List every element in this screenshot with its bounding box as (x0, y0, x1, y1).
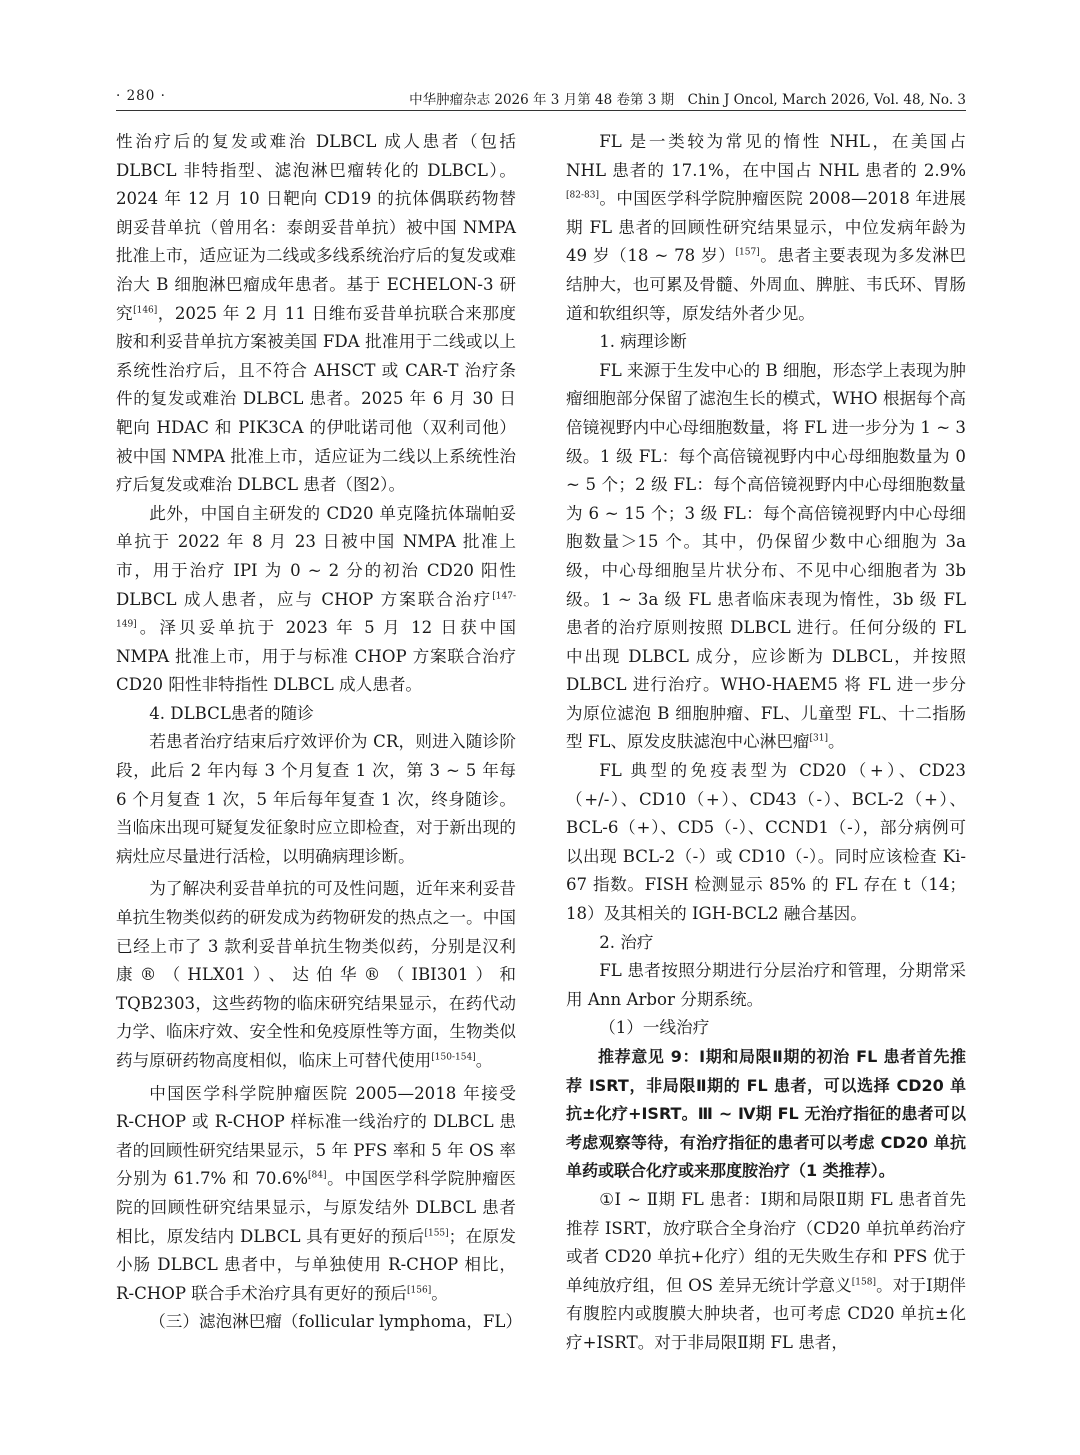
left-column (116, 128, 523, 1337)
citation-ref: [157] (735, 247, 760, 258)
paragraph: ①Ⅰ ~ Ⅱ期 FL 患者：Ⅰ期和局限Ⅱ期 FL 患者首先推荐 ISRT，放疗联合全身治疗（CD20 单抗单药治疗或者 CD20 单抗+化疗）组的无失败生存和 PFS 优于单纯放疗组，但 OS 差异无统计学意义[158]。对于Ⅰ期伴有腹腔内或腹膜大肿块者，也可考虑 CD20 单抗±化疗+ISRT。对于非局限Ⅱ期 FL 患者， (566, 1189, 966, 1352)
paragraph: 性治疗后的复发或难治 DLBCL 成人患者（包括 DLBCL 非特指型、滤泡淋巴瘤转化的 DLBCL）。2024 年 12 月 10 日靶向 CD19 的抗体偶联药物替朗妥昔单抗（曾用名：泰朗妥昔单抗）被中国 NMPA 批准上市，适应证为二线或多线系统治疗后的复发或难治大 B 细胞淋巴瘤成年患者。基于 ECHELON-3 研究[146]，2025 年 2 月 11 日维布妥昔单抗联合来那度胺和利妥昔单抗方案被美国 FDA 批准用于二线或以上系统性治疗后，且不符合 AHSCT 或 CAR-T 治疗条件的复发或难治 DLBCL 患者。2025 年 6 月 30 日靶向 HDAC 和 PIK3CA 的伊吡诺司他（双利司他）被中国 NMPA 批准上市，适应证为二线以上系统性治疗后复发或难治 DLBCL 患者（图2）。 (116, 132, 517, 495)
page-number: · 280 · (116, 88, 166, 104)
running-header (116, 84, 966, 111)
paragraph: 此外，中国自主研发的 CD20 单克隆抗体瑞帕妥单抗于 2022 年 8 月 23 日被中国 NMPA 批准上市，用于治疗 IPI 为 0 ~ 2 分的初治 CD20 阳性 DLBCL 成人患者，应与 CHOP 方案联合治疗[147-149]。泽贝妥单抗于 2023 年 5 月 12 日获中国 NMPA 批准上市，用于与标准 CHOP 方案联合治疗 CD20 阳性非特指性 DLBCL 成人患者。 (116, 503, 516, 695)
citation-ref: [158] (851, 1277, 876, 1288)
citation-ref: [31] (809, 733, 829, 744)
journal-citation: 中华肿瘤杂志 2026 年 3 月第 48 卷第 3 期 Chin J Oncol, March 2026, Vol. 48, No. 3 (409, 92, 966, 108)
paragraph: FL 来源于生发中心的 B 细胞，形态学上表现为肿瘤细胞部分保留了滤泡生长的模式，WHO 根据每个高倍镜视野内中心母细胞数量，将 FL 进一步分为 1 ~ 3 级。1 级 FL：每个高倍镜视野内中心母细胞数量为 0 ~ 5 个；2 级 FL：每个高倍镜视野内中心母细胞数量为 6 ~ 15 个；3 级 FL：每个高倍镜视野内中心母细胞数量＞15 个。其中，仍保留少数中心细胞为 3a 级，中心母细胞呈片状分布、不见中心细胞者为 3b 级。1 ~ 3a 级 FL 患者临床表现为惰性，3b 级 FL 患者的治疗原则按照 DLBCL 进行。任何分级的 FL 中出现 DLBCL 成分，应诊断为 DLBCL，并按照 DLBCL 进行治疗。WHO-HAEM5 将 FL 进一步分为原位滤泡 B 细胞肿瘤、FL、儿童型 FL、十二指肠型 FL、原发皮肤滤泡中心淋巴瘤[31]。 (566, 360, 966, 752)
citation-ref: [147-149] (116, 590, 516, 630)
section-heading: （三）滤泡淋巴瘤（follicular lymphoma，FL） (149, 1312, 523, 1332)
paragraph: FL 典型的免疫表型为 CD20（+）、CD23（+/-）、CD10（+）、CD43（-）、BCL-2（+）、BCL-6（+）、CD5（-）、CCND1（-），部分病例可以出现 BCL-2（-）或 CD10（-）。同时应该检查 Ki-67 指数。FISH 检测显示 85% 的 FL 存在 t（14；18）及其相关的 IGH-BCL2 融合基因。 (566, 761, 966, 924)
paragraph: 若患者治疗结束后疗效评价为 CR，则进入随诊阶段，此后 2 年内每 3 个月复查 1 次，第 3 ~ 5 年每 6 个月复查 1 次，5 年后每年复查 1 次，终身随诊。当临床出现可疑复发征象时应立即检查，对于新出现的病灶应尽量进行活检，以明确病理诊断。 (116, 732, 516, 866)
citation-ref: [150-154] (431, 1052, 476, 1063)
citation-ref: [146] (133, 305, 158, 316)
section-heading: 2. 治疗 (599, 932, 654, 952)
section-heading: （1）一线治疗 (599, 1018, 710, 1038)
right-column (566, 128, 966, 1358)
citation-ref: [84] (308, 1170, 327, 1181)
paragraph: 中国医学科学院肿瘤医院 2005—2018 年接受 R-CHOP 或 R-CHOP 样标准一线治疗的 DLBCL 患者的回顾性研究结果显示，5 年 PFS 率和 5 年 OS 率分别为 61.7% 和 70.6%[84]。中国医学科学院肿瘤医院的回顾性研究结果显示，与原发结外 DLBCL 患者相比，原发结内 DLBCL 具有更好的预后[155]；在原发小肠 DLBCL 患者中，与单独使用 R-CHOP 相比，R-CHOP 联合手术治疗具有更好的预后[156]。 (116, 1083, 516, 1303)
section-heading: 1. 病理诊断 (599, 332, 687, 352)
paragraph: FL 患者按照分期进行分层治疗和管理，分期常采用 Ann Arbor 分期系统。 (566, 961, 966, 1009)
recommendation-box: 推荐意见 9：Ⅰ期和局限Ⅱ期的初治 FL 患者首先推荐 ISRT，非局限Ⅱ期的 FL 患者，可以选择 CD20 单抗±化疗+ISRT。Ⅲ ~ Ⅳ期 FL 无治疗指征的患者可以考虑观察等待，有治疗指征的患者可以考虑 CD20 单抗单药或联合化疗或来那度胺治疗（1 类推荐）。 (566, 1047, 966, 1181)
citation-ref: [156] (407, 1285, 432, 1296)
section-heading: 4. DLBCL患者的随诊 (149, 703, 314, 723)
paragraph: 为了解决利妥昔单抗的可及性问题，近年来利妥昔单抗生物类似药的研发成为药物研发的热点之一。中国已经上市了 3 款利妥昔单抗生物类似药，分别是汉利康®（HLX01）、达伯华®（IBI301）和 TQB2303，这些药物的临床研究结果显示，在药代动力学、临床疗效、安全性和免疫原性等方面，生物类似药与原研药物高度相似，临床上可替代使用[150-154]。 (116, 879, 516, 1070)
paragraph: FL 是一类较为常见的惰性 NHL，在美国占 NHL 患者的 17.1%，在中国占 NHL 患者的 2.9%[82-83]。中国医学科学院肿瘤医院 2008—2018 年进展期 FL 患者的回顾性研究结果显示，中位发病年龄为 49 岁（18 ~ 78 岁）[157]。患者主要表现为多发淋巴结肿大，也可累及骨髓、外周血、脾脏、韦氏环、胃肠道和软组织等，原发结外者少见。 (566, 132, 966, 323)
citation-ref: [155] (424, 1228, 449, 1239)
citation-ref: [82-83] (566, 190, 599, 201)
